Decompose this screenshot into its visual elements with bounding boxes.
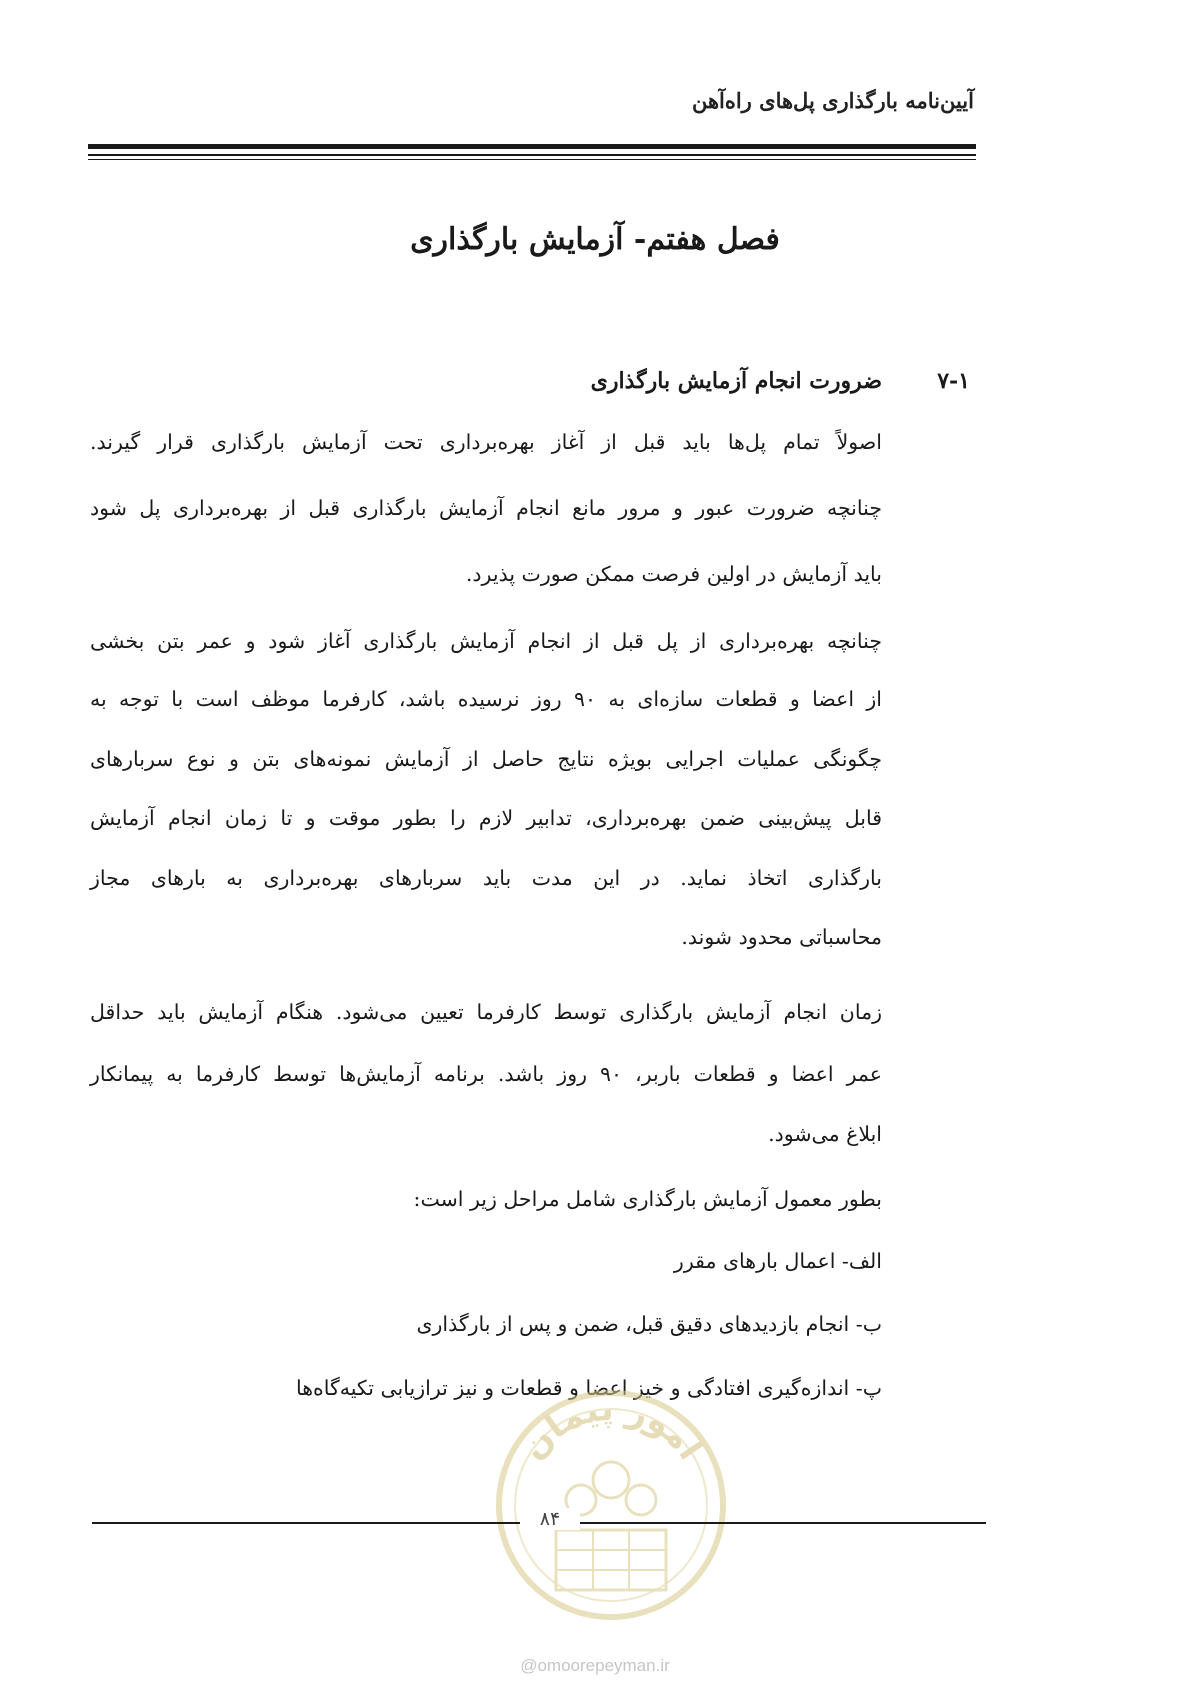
svg-text:امور پیمان bbox=[513, 1389, 710, 1467]
section-title: ضرورت انجام آزمایش بارگذاری bbox=[590, 368, 882, 394]
body-line: قابل پیش‌بینی ضمن بهره‌برداری، تدابیر لازم را بطور موقت و تا زمان انجام آزمایش bbox=[90, 806, 882, 830]
body-line: باید آزمایش در اولین فرصت ممکن صورت پذیرد. bbox=[465, 562, 882, 586]
body-line: چنانچه ضرورت عبور و مرور مانع انجام آزمایش بارگذاری قبل از بهره‌برداری پل شود bbox=[90, 496, 882, 520]
body-line: ابلاغ می‌شود. bbox=[768, 1122, 882, 1146]
body-line: پ- اندازه‌گیری افتادگی و خیز اعضا و قطعات و نیز ترازیابی تکیه‌گاه‌ها bbox=[295, 1376, 882, 1400]
body-line: اصولاً تمام پل‌ها باید قبل از آغاز بهره‌برداری تحت آزمایش بارگذاری قرار گیرند. bbox=[90, 430, 882, 454]
body-line: چگونگی عملیات اجرایی بویژه نتایج حاصل از آزمایش نمونه‌های بتن و نوع سربارهای bbox=[90, 747, 882, 771]
body-line: ب- انجام بازدیدهای دقیق قبل، ضمن و پس از بارگذاری bbox=[416, 1312, 882, 1336]
body-line: چنانچه بهره‌برداری از پل قبل از انجام آزمایش بارگذاری آغاز شود و عمر بتن بخشی bbox=[90, 629, 882, 653]
body-line: بارگذاری اتخاذ نماید. در این مدت باید سربارهای بهره‌برداری به بارهای مجاز bbox=[90, 866, 882, 890]
header-rule-thin bbox=[88, 154, 976, 156]
header-rule-thick bbox=[88, 144, 976, 149]
header-rule-thin-2 bbox=[88, 159, 976, 160]
section-number: ۷-۱ bbox=[937, 368, 970, 394]
body-line: عمر اعضا و قطعات باربر، ۹۰ روز باشد. برنامه آزمایش‌ها توسط کارفرما به پیمانکار bbox=[90, 1062, 882, 1086]
body-line: محاسباتی محدود شوند. bbox=[681, 925, 882, 949]
body-line: زمان انجام آزمایش بارگذاری توسط کارفرما تعیین می‌شود. هنگام آزمایش باید حداقل bbox=[90, 1000, 882, 1024]
seal-text: امور پیمان bbox=[512, 1388, 711, 1468]
page-number: ۸۴ bbox=[520, 1508, 580, 1530]
body-line: بطور معمول آزمایش بارگذاری شامل مراحل زیر است: bbox=[413, 1187, 882, 1211]
watermark-url: @omoorepeyman.ir bbox=[520, 1656, 670, 1675]
running-header: آیین‌نامه بارگذاری پل‌های راه‌آهن bbox=[691, 88, 974, 113]
chapter-title: فصل هفتم- آزمایش بارگذاری bbox=[410, 222, 780, 257]
body-line: الف- اعمال بارهای مقرر bbox=[673, 1249, 882, 1273]
body-line: از اعضا و قطعات سازه‌ای به ۹۰ روز نرسیده باشد، کارفرما موظف است با توجه به bbox=[90, 687, 882, 711]
